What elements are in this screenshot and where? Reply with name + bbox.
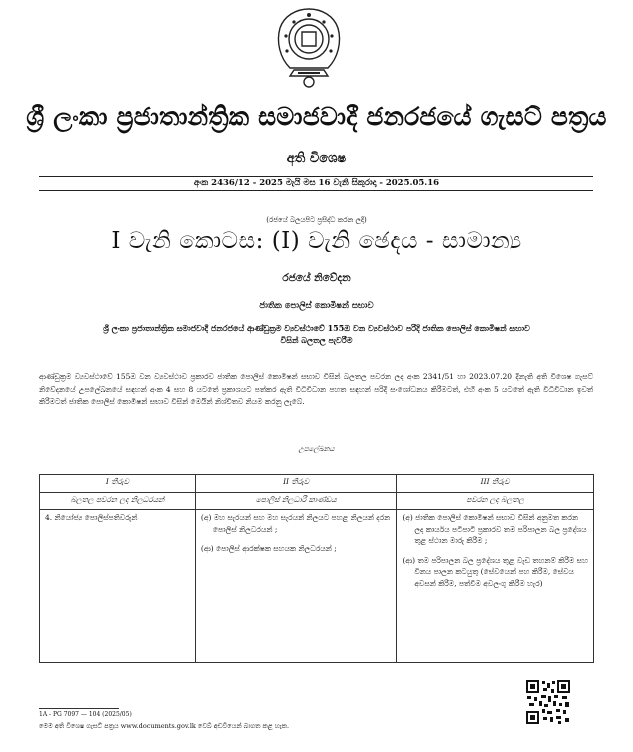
- gazette-title: ශ්‍රී ලංකා ප්‍රජාතාන්ත්‍රික සමාජවාදී ජනරජයේ ගැසට් පත්‍රය: [26, 102, 607, 131]
- schedule-label: උපලේඛනය: [298, 445, 335, 453]
- part-heading: I වැනි කොටස: (I) වැනි ඡෙදය - සාමාන්‍ය: [111, 228, 522, 254]
- column-subheader: පවරන ලද බලතල: [397, 493, 594, 510]
- officer-category: (අ) මහ සැරයන් සහ මහ සැරයන් නිලයට පහළ නිලයන් දරන පොලිස් නිලධරයන් ;: [200, 513, 391, 534]
- column-header: I තීරුව: [40, 475, 196, 493]
- column-header: II තීරුව: [195, 475, 396, 493]
- issue-line: අංක 2436/12 - 2025 මැයි මස 16 වැනි සිකුරාදා - 2025.05.16: [193, 178, 440, 188]
- officer-rank: 4. නියෝජ්‍ය පොලිස්පතිවරුන්: [45, 513, 138, 522]
- delegated-power: (ආ) තම පරිපාලන බල ප්‍රදේශය තුළ වැඩ තහනම් කිරීම සහ විනය පාලන කටයුතු (සේවයෙන් පහ කිරීම, සේවය අවසන් කිරීම, පත්වීම අවලංගු කිරීම හැර): [402, 555, 588, 588]
- qr-code-icon: [525, 679, 571, 725]
- commission-name: ජාතික පොලිස් කොමිෂන් සභාව: [259, 301, 374, 311]
- notice-title-line: විසින් බලතල පැවරීම: [280, 335, 353, 345]
- divider: [39, 176, 593, 177]
- download-note: මෙම අති විශෙෂ ගැසට් පත්‍රය www.documents.gov.lk වෙබ් අඩවියෙන් බාගත කළ හැක.: [39, 722, 290, 730]
- print-code: 1A - PG 7097 — 104 (2025/05): [39, 711, 132, 718]
- column-header: III තීරුව: [397, 475, 594, 493]
- delegated-power: (අ) ජාතික පොලිස් කොමිෂන් සභාව විසින් අනුමත කරන ලද කාර්යය පටිපාටි ප්‍රකාරව තම පරිපාලන බල ප්‍රදේශය තුළ ස්ථාන මාරු කිරීම ;: [402, 513, 587, 545]
- notice-body: ආණ්ඩුක්‍රම ව්‍යවස්ථාවේ 155ඔ වන ව්‍යවස්ථාව ප්‍රකාරව ජාතික පොලිස් කොමිෂන් සභාව විසින් බලතල පවරන ලද අංක 2341/51 හා 2023.07.20 දිනැති අති විශෙෂ ගැසට් නිවේදනයේ උපලේඛනයේ සඳහන් අංක 4 සහ 8 යටතේ ප්‍රකාශයට පත්කර ඇති විධිවිධාන පහත සඳහන් පරිදි සංශෝධනය කිරීමටත්, එහි අංක 5 යටතේ ඇති විධිවිධාන ඉවත් කිරීමටත් ජාතික පොලිස් කොමිෂන් සභාව විසින් මෙයින් නිශ්චිතව නියම කරනු ලැබේ.: [39, 372, 593, 406]
- column-subheader: පොලිස් නිලධාරී කාණ්ඩය: [195, 493, 396, 510]
- authority-line: (රජයේ බලයපිට ප්‍රසිද්ධ කරන ලදී): [266, 216, 367, 224]
- column-subheader: බලතල පවරන ලද නිලධරයන්: [40, 493, 196, 510]
- table-cell: [195, 510, 396, 663]
- officer-category: (ආ) පොලිස් ආරක්ෂක සහයක නිලධරයන් ;: [200, 544, 337, 553]
- table-row: [40, 510, 594, 663]
- divider: [39, 190, 593, 191]
- notice-title-line: ශ්‍රී ලංකා ප්‍රජාතාන්ත්‍රික සමාජවාදී ජනරජයේ ආණ්ඩුක්‍රම ව්‍යවස්ථාවේ 155ඔ වන ව්‍යවස්ථාව පරිදි ජාතික පොලිස් කොමිෂන් සභාව: [103, 323, 530, 333]
- section-heading: රජයේ නිවේදන: [282, 272, 351, 284]
- government-emblem-icon: [272, 6, 346, 88]
- table-cell: [397, 510, 594, 663]
- table-cell: [40, 510, 196, 663]
- gazette-subtitle: අති විශෙෂ: [286, 151, 347, 166]
- schedule-table: [39, 474, 594, 663]
- table-subheader-row: [40, 493, 594, 510]
- table-header-row: [40, 475, 594, 493]
- footer-divider: [39, 708, 119, 709]
- notice-title: [60, 322, 573, 346]
